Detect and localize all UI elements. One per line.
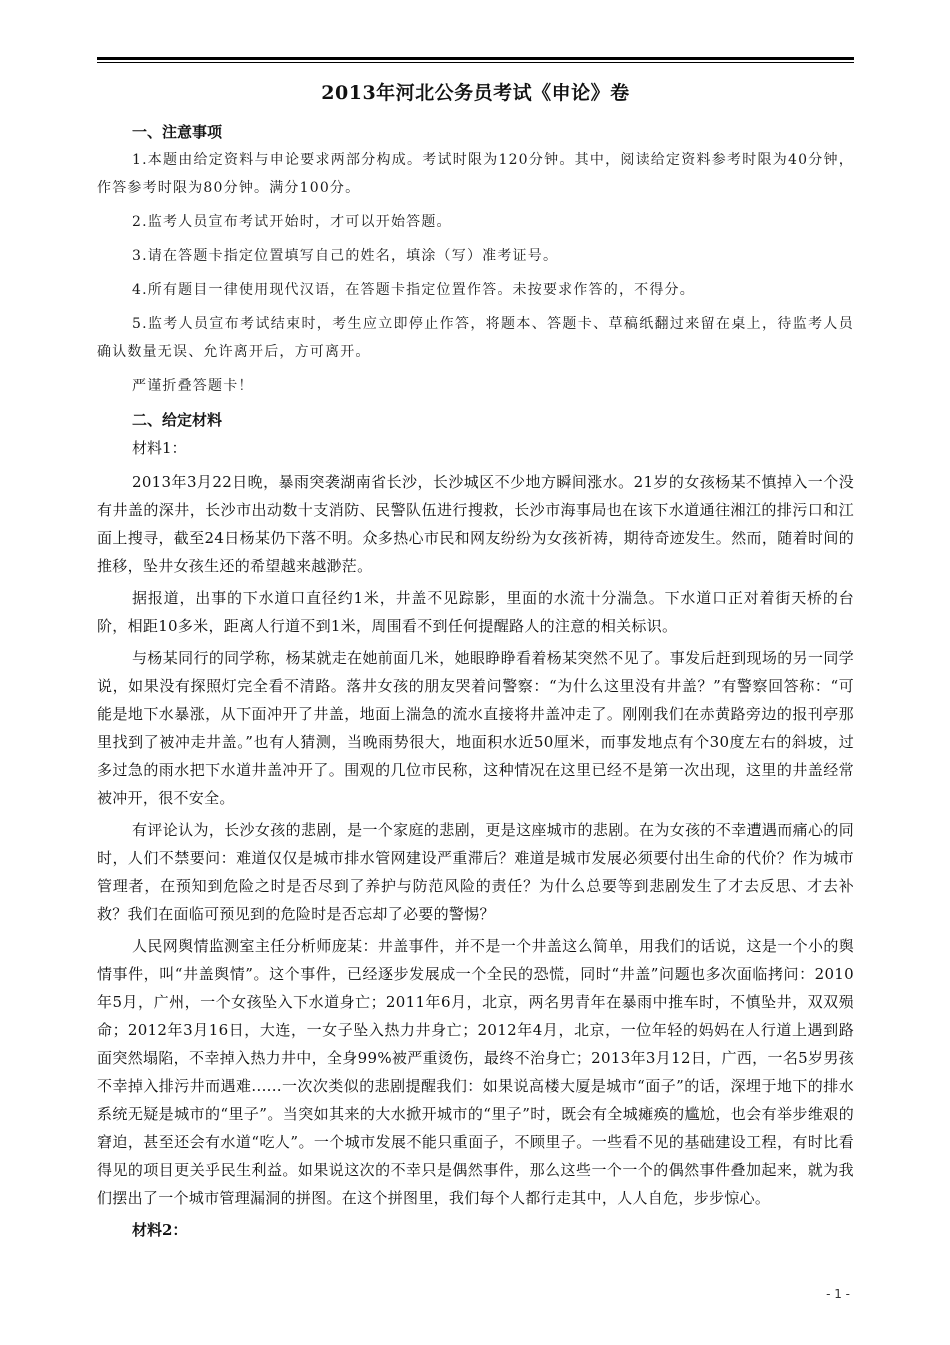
material-1-paragraph: 与杨某同行的同学称，杨某就走在她前面几米，她眼睁睁看着杨某突然不见了。事发后赶到现场的另一同学说，如果没有探照灯完全看不清路。落井女孩的朋友哭着问警察：“为什么这里没有井盖？”有警察回答称：“可能是地下水暴涨，从下面冲开了井盖，地面上湍急的流水直接将井盖冲走了。刚刚我们在赤黄路旁边的报刊亭那里找到了被冲走井盖。”也有人猜测，当晚雨势很大，地面积水近50厘米，而事发地点有个30度左右的斜坡，过多过急的雨水把下水道井盖冲开了。围观的几位市民称，这种情况在这里已经不是第一次出现，这里的井盖经常被冲开，很不安全。 [97, 649, 854, 807]
material-1-paragraph: 有评论认为，长沙女孩的悲剧，是一个家庭的悲剧，更是这座城市的悲剧。在为女孩的不幸遭遇而痛心的同时，人们不禁要问：难道仅仅是城市排水管网建设严重滞后？难道是城市发展必须要付出生命的代价？作为城市管理者，在预知到危险之时是否尽到了养护与防范风险的责任？为什么总要等到悲剧发生了才去反思、才去补救？我们在面临可预见到的危险时是否忘却了必要的警惕？ [97, 821, 854, 923]
section-heading-materials: 二、给定材料 [132, 411, 223, 429]
notice-item: 5.监考人员宣布考试结束时，考生应立即停止作答，将题本、答题卡、草稿纸翻过来留在桌上，待监考人员确认数量无误、允许离开后，方可离开。 [97, 316, 854, 360]
material-1-label: 材料1： [132, 439, 187, 457]
document-body [97, 118, 854, 1250]
notice-warning: 严谨折叠答题卡！ [132, 378, 254, 394]
page-number: - 1 - [826, 1287, 850, 1301]
section-heading-notices: 一、注意事项 [132, 123, 223, 141]
notice-item: 2.监考人员宣布考试开始时，才可以开始答题。 [132, 214, 452, 230]
material-1-paragraph: 据报道，出事的下水道口直径约1米，井盖不见踪影，里面的水流十分湍急。下水道口正对着街天桥的台阶，相距10多米，距离人行道不到1米，周围看不到任何提醒路人的注意的相关标识。 [97, 589, 854, 635]
document-title: 2013年河北公务员考试《申论》卷 [321, 82, 630, 104]
notice-item: 1.本题由给定资料与申论要求两部分构成。考试时限为120分钟。其中，阅读给定资料参考时限为40分钟，作答参考时限为80分钟。满分100分。 [97, 152, 854, 196]
header-rule-thin [97, 62, 854, 63]
header-rule-thick [97, 57, 854, 60]
notice-item: 4.所有题目一律使用现代汉语，在答题卡指定位置作答。未按要求作答的，不得分。 [132, 282, 695, 298]
material-1-paragraph: 2013年3月22日晚，暴雨突袭湖南省长沙，长沙城区不少地方瞬间涨水。21岁的女孩杨某不慎掉入一个没有井盖的深井，长沙市出动数十支消防、民警队伍进行搜救，长沙市海事局也在该下水道通往湘江的排污口和江面上搜寻，截至24日杨某仍下落不明。众多热心市民和网友纷纷为女孩祈祷，期待奇迹发生。然而，随着时间的推移，坠井女孩生还的希望越来越渺茫。 [97, 473, 854, 575]
material-1-paragraph: 人民网舆情监测室主任分析师庞某：井盖事件，并不是一个井盖这么简单，用我们的话说，这是一个小的舆情事件，叫“井盖舆情”。这个事件，已经逐步发展成一个全民的恐慌，同时“井盖”问题也多次面临拷问：2010年5月，广州，一个女孩坠入下水道身亡；2011年6月，北京，两名男青年在暴雨中推车时，不慎坠井，双双殒命；2012年3月16日，大连，一女子坠入热力井身亡；2012年4月，北京，一位年轻的妈妈在人行道上遇到路面突然塌陷，不幸掉入热力井中，全身99%被严重烫伤，最终不治身亡；2013年3月12日，广西，一名5岁男孩不幸掉入排污井而遇难......一次次类似的悲剧提醒我们：如果说高楼大厦是城市“面子”的话，深埋于地下的排水系统无疑是城市的“里子”。当突如其来的大水掀开城市的“里子”时，既会有全城瘫痪的尴尬，也会有举步维艰的窘迫，甚至还会有水道“吃人”。一个城市发展不能只重面子，不顾里子。一些看不见的基础建设工程，有时比看得见的项目更关乎民生利益。如果说这次的不幸只是偶然事件，那么这些一个一个的偶然事件叠加起来，就为我们摆出了一个城市管理漏洞的拼图。在这个拼图里，我们每个人都行走其中，人人自危，步步惊心。 [97, 937, 854, 1207]
notice-item: 3.请在答题卡指定位置填写自己的姓名，填涂（写）准考证号。 [132, 248, 559, 264]
material-2-label: 材料2： [132, 1221, 188, 1239]
